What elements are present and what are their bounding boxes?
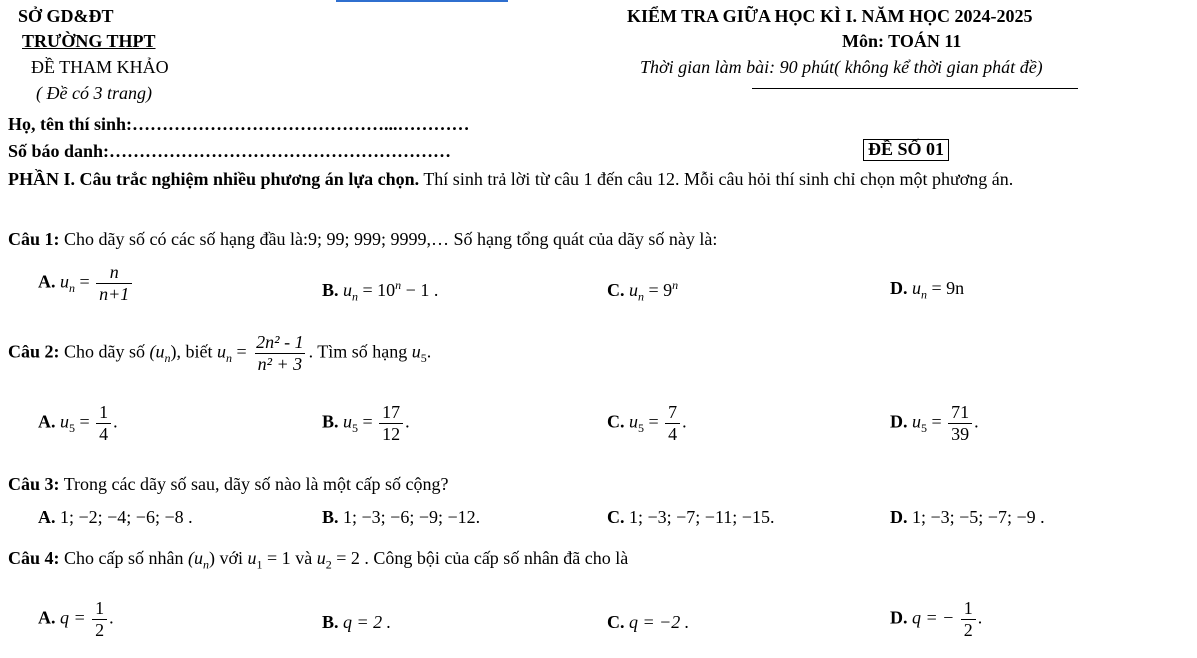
question-1 xyxy=(8,230,717,250)
q1-option-d: D. $u_n = 9n$ xyxy=(890,278,965,302)
question-3: Câu 3: Trong các dãy số sau, dãy số nào là một cấp số cộng? xyxy=(8,474,449,494)
q4-option-c: C. q = −2 . xyxy=(607,612,690,632)
header-divider xyxy=(752,88,1078,89)
q1-option-b: B. $u_n = 10^n - 1$ . xyxy=(322,278,439,304)
part-1-title: PHẦN I. Câu trắc nghiệm nhiều phương án lựa chọn. xyxy=(8,169,420,189)
reference-label: ĐỀ THAM KHẢO xyxy=(31,57,169,77)
exam-code: ĐỀ SỐ 01 xyxy=(863,139,949,161)
q3-option-d: D. 1; −3; −5; −7; −9 . xyxy=(890,507,1045,527)
page-count: ( Đề có 3 trang) xyxy=(36,83,152,103)
q3-option-a: A. 1; −2; −4; −6; −8 . xyxy=(38,507,193,527)
q3-option-b: B. 1; −3; −6; −9; −12. xyxy=(322,507,481,527)
question-text: Cho dãy số có các số hạng đầu là:9; 99; 999; 9999,… Số hạng tổng quát của dãy số này là: xyxy=(59,229,718,249)
fraction: $\frac{n}{n+1}$ xyxy=(96,262,132,304)
subject: Môn: TOÁN 11 xyxy=(842,31,962,51)
q1-option-c: C. $u_n = 9^n$ xyxy=(607,278,679,304)
q1-option-a: A. $u_n$ = $\frac{n}{n+1}$ xyxy=(38,262,134,304)
school-name: TRƯỜNG THPT xyxy=(22,31,156,51)
candidate-id-label: Số báo danh:………………………………………………… xyxy=(8,141,452,161)
q3-option-c: C. 1; −3; −7; −11; −15. xyxy=(607,507,775,527)
q2-option-b: B. $u_5$ = $\frac{17}{12}$ . xyxy=(322,402,410,444)
part-1-instruction: Thí sinh trả lời từ câu 1 đến câu 12. Mỗi câu hỏi thí sinh chỉ chọn một phương án. xyxy=(419,169,1014,189)
fraction: $\frac{\text{2n² - 1}}{\text{n² + 3}}$ xyxy=(256,332,304,374)
q2-option-c: C. $u_5$ = $\frac{7}{4}$ . xyxy=(607,402,687,444)
question-label: Câu 1: xyxy=(8,229,60,249)
exam-title: KIỂM TRA GIỮA HỌC KÌ I. NĂM HỌC 2024-2025 xyxy=(627,6,1033,26)
q4-option-a: A. q = $\frac{1}{2}$ . xyxy=(38,598,114,640)
exam-time: Thời gian làm bài: 90 phút( không kể thời gian phát đề) xyxy=(640,57,1043,77)
q4-option-d: D. q = − $\frac{1}{2}$ . xyxy=(890,598,983,640)
top-accent-line xyxy=(336,0,508,2)
question-4: Câu 4: Cho cấp số nhân $(u_n)$ với $u_1 = 1$ và $u_2 = 2$ . Công bội của cấp số nhân đã cho là xyxy=(8,548,629,572)
candidate-name-label: Họ, tên thí sinh:……………………………………...………… xyxy=(8,114,470,134)
question-2: Câu 2: Cho dãy số $(u_n)$, biết $u_n$ = $\frac{\text{2n² - 1}}{\text{n² + 3}}$ . Tìm số hạng $u_5$. xyxy=(8,332,432,374)
q4-option-b: B. q = 2 . xyxy=(322,612,392,632)
q2-option-d: D. $u_5$ = $\frac{71}{39}$ . xyxy=(890,402,979,444)
part-1-heading xyxy=(8,168,1193,191)
dept-name: SỞ GD&ĐT xyxy=(18,6,114,26)
q2-option-a: A. $u_5$ = $\frac{1}{4}$ . xyxy=(38,402,118,444)
